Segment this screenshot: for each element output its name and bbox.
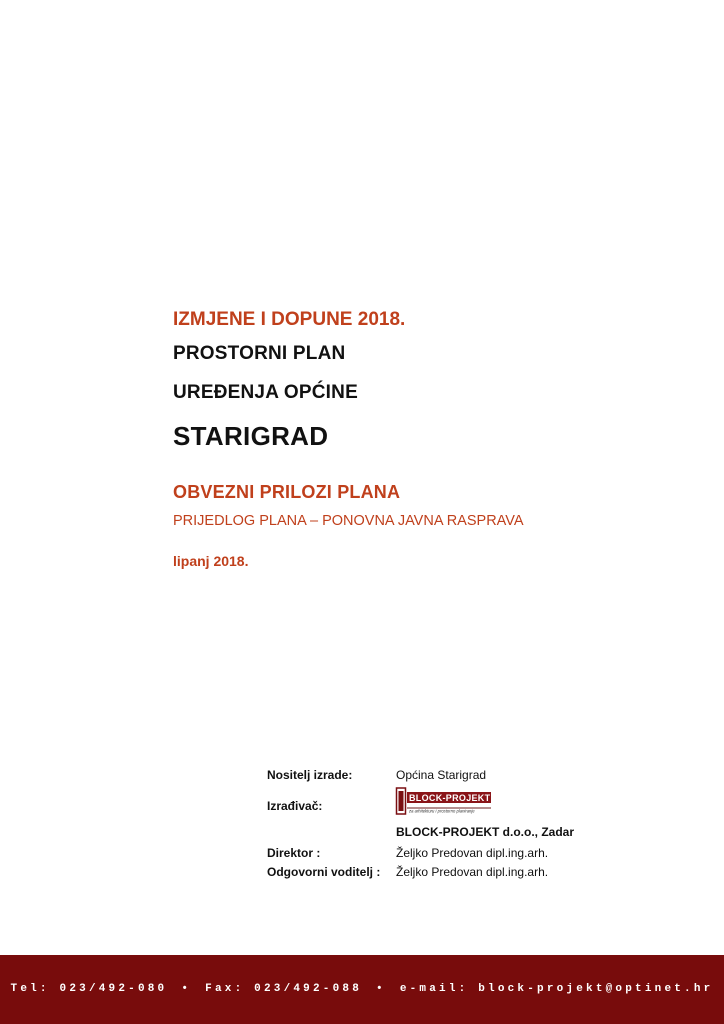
edition-heading: IZMJENE I DOPUNE 2018. [173, 309, 406, 330]
direktor-label: Direktor : [267, 846, 321, 860]
block-projekt-logo [396, 787, 519, 815]
document-date: lipanj 2018. [173, 553, 249, 569]
footer-separator: • [376, 983, 386, 995]
odgovorni-value: Željko Predovan dipl.ing.arh. [396, 865, 549, 879]
plan-title-line2: UREĐENJA OPĆINE [173, 382, 358, 403]
plan-title-line1: PROSTORNI PLAN [173, 343, 346, 364]
plan-stage: PRIJEDLOG PLANA – PONOVNA JAVNA RASPRAVA [173, 513, 524, 529]
firm-name: BLOCK-PROJEKT d.o.o., Zadar [396, 825, 575, 839]
municipality-name: STARIGRAD [173, 421, 329, 451]
document-subtitle: OBVEZNI PRILOZI PLANA [173, 482, 401, 502]
nositelj-value: Općina Starigrad [396, 768, 487, 782]
izradjivac-label: Izrađivač: [267, 799, 323, 813]
direktor-value: Željko Predovan dipl.ing.arh. [396, 846, 549, 860]
footer-separator: • [181, 983, 192, 995]
contact-footer [0, 955, 724, 1024]
footer-phone: Tel: 023/492-080 [10, 983, 168, 995]
footer-email: e-mail: block-projekt@optinet.hr [399, 983, 714, 995]
footer-fax: Fax: 023/492-088 [205, 983, 362, 995]
svg-text:za arhitekturu i prostorno pla: za arhitekturu i prostorno planiranje [409, 808, 475, 814]
odgovorni-label: Odgovorni voditelj : [267, 865, 381, 879]
svg-text:BLOCK-PROJEKT d.o.o.: BLOCK-PROJEKT d.o.o. [409, 793, 519, 803]
footer-contact-line [0, 983, 724, 995]
nositelj-label: Nositelj izrade: [267, 768, 353, 782]
